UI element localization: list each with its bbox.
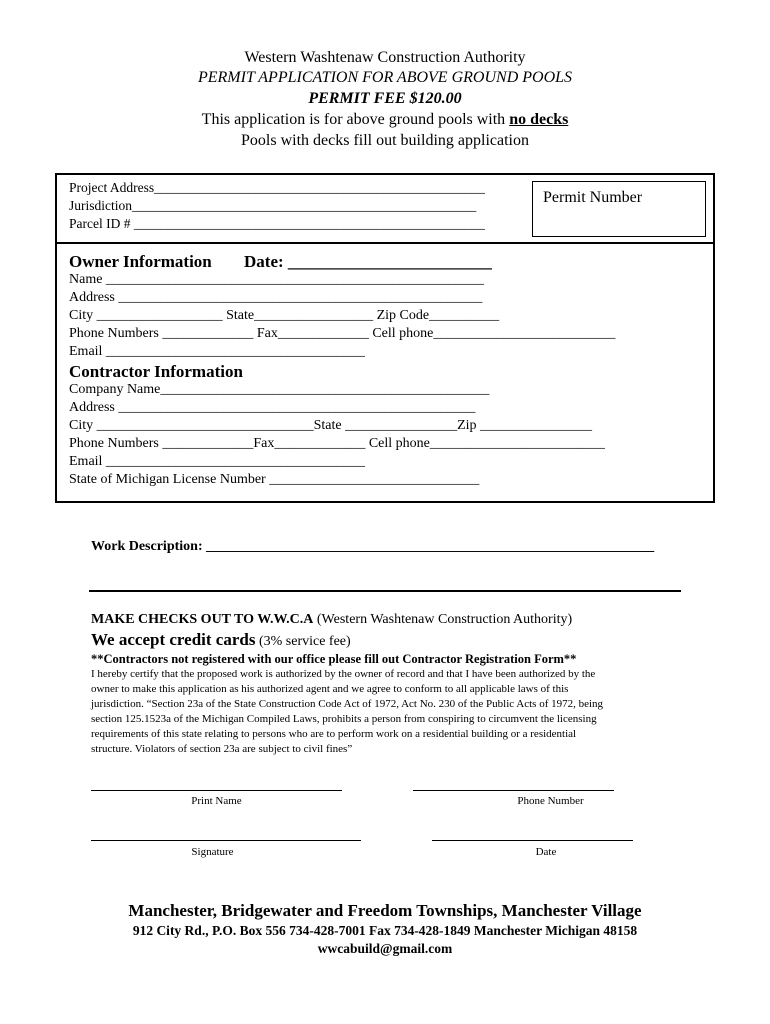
certify-line: structure. Violators of section 23a are subject to civil fines” (91, 743, 353, 755)
checks-payable-bold: MAKE CHECKS OUT TO W.W.C.A (91, 612, 314, 627)
print-name-line[interactable] (91, 790, 342, 791)
contractor-phone-fax-cell-field[interactable]: Phone Numbers _____________Fax_____________ Cell phone_________________________ (69, 436, 605, 451)
contractor-company-field[interactable]: Company Name_______________________________________________ (69, 382, 490, 397)
footer-email[interactable]: wwcabuild@gmail.com (317, 941, 453, 956)
owner-heading: Owner Information (69, 252, 212, 271)
owner-address-field[interactable]: Address ____________________________________________________ (69, 290, 483, 305)
certify-line: requirements of this state relating to persons who are to perform work on a residential building or a residential (91, 728, 577, 740)
owner-name-field[interactable]: Name ______________________________________________________ (69, 272, 484, 287)
owner-city-state-zip-field[interactable]: City __________________ State_________________ Zip Code__________ (69, 308, 500, 323)
phone-number-label: Phone Number (517, 795, 584, 807)
certify-line: I hereby certify that the proposed work is authorized by the owner of record and that I have been authorized by the (91, 668, 596, 680)
permit-number-label: Permit Number (543, 189, 643, 206)
org-name: Western Washtenaw Construction Authority (244, 49, 526, 66)
checks-payable-rest: (Western Washtenaw Construction Authority) (313, 612, 573, 627)
footer-townships: Manchester, Bridgewater and Freedom Townships, Manchester Village (128, 901, 642, 920)
parcel-id-field[interactable]: Parcel ID # ____________________________________________________ (69, 216, 485, 231)
form-title: PERMIT APPLICATION FOR ABOVE GROUND POOLS (197, 69, 573, 86)
contractor-address-field[interactable]: Address ___________________________________________________ (69, 400, 476, 415)
project-address-field[interactable]: Project Address_________________________________________________ (69, 180, 485, 195)
contractor-registration-note: **Contractors not registered with our office please fill out Contractor Registration Form** (91, 652, 577, 666)
certify-line: section 125.1523a of the Michigan Compiled Laws, prohibits a person from conspiring to circumvent the licensing (91, 713, 597, 725)
no-decks-emphasis: no decks (509, 111, 569, 128)
work-description-line (89, 590, 681, 592)
pool-note (0, 111, 770, 129)
signature-label: Signature (191, 846, 234, 858)
phone-number-line[interactable] (413, 790, 614, 791)
contractor-heading: Contractor Information (69, 362, 243, 381)
decks-note: Pools with decks fill out building application (241, 132, 529, 149)
contractor-city-state-zip-field[interactable]: City _______________________________State ________________Zip ________________ (69, 418, 593, 433)
owner-date-field[interactable]: Date: ________________________ (244, 252, 492, 271)
certify-line: jurisdiction. “Section 23a of the State Construction Code Act of 1972, Act No. 230 of the Public Acts of 1972, being (91, 698, 604, 710)
credit-card-bold: We accept credit cards (91, 630, 256, 649)
certify-line: owner to make this application as his authorized agent and we agree to conform to all applicable laws of this (91, 683, 569, 695)
signature-line[interactable] (91, 840, 361, 841)
credit-card-rest: (3% service fee) (255, 634, 351, 649)
pool-note-text: This application is for above ground pools with (201, 111, 510, 128)
checks-payable-note (91, 612, 572, 628)
owner-phone-fax-cell-field[interactable]: Phone Numbers _____________ Fax_____________ Cell phone__________________________ (69, 326, 616, 341)
print-name-label: Print Name (191, 795, 242, 807)
date-label: Date (535, 846, 557, 858)
date-line[interactable] (432, 840, 633, 841)
credit-card-note (91, 630, 351, 650)
permit-number-box[interactable] (532, 181, 706, 237)
contractor-license-field[interactable]: State of Michigan License Number ______________________________ (69, 472, 480, 487)
work-description-field[interactable]: Work Description: ________________________________________________________________ (91, 539, 655, 554)
footer-address: 912 City Rd., P.O. Box 556 734-428-7001 Fax 734-428-1849 Manchester Michigan 48158 (132, 923, 638, 938)
owner-email-field[interactable]: Email _____________________________________ (69, 344, 365, 359)
contractor-email-field[interactable]: Email _____________________________________ (69, 454, 365, 469)
jurisdiction-field[interactable]: Jurisdiction___________________________________________________ (69, 198, 477, 213)
permit-fee: PERMIT FEE $120.00 (308, 90, 462, 107)
